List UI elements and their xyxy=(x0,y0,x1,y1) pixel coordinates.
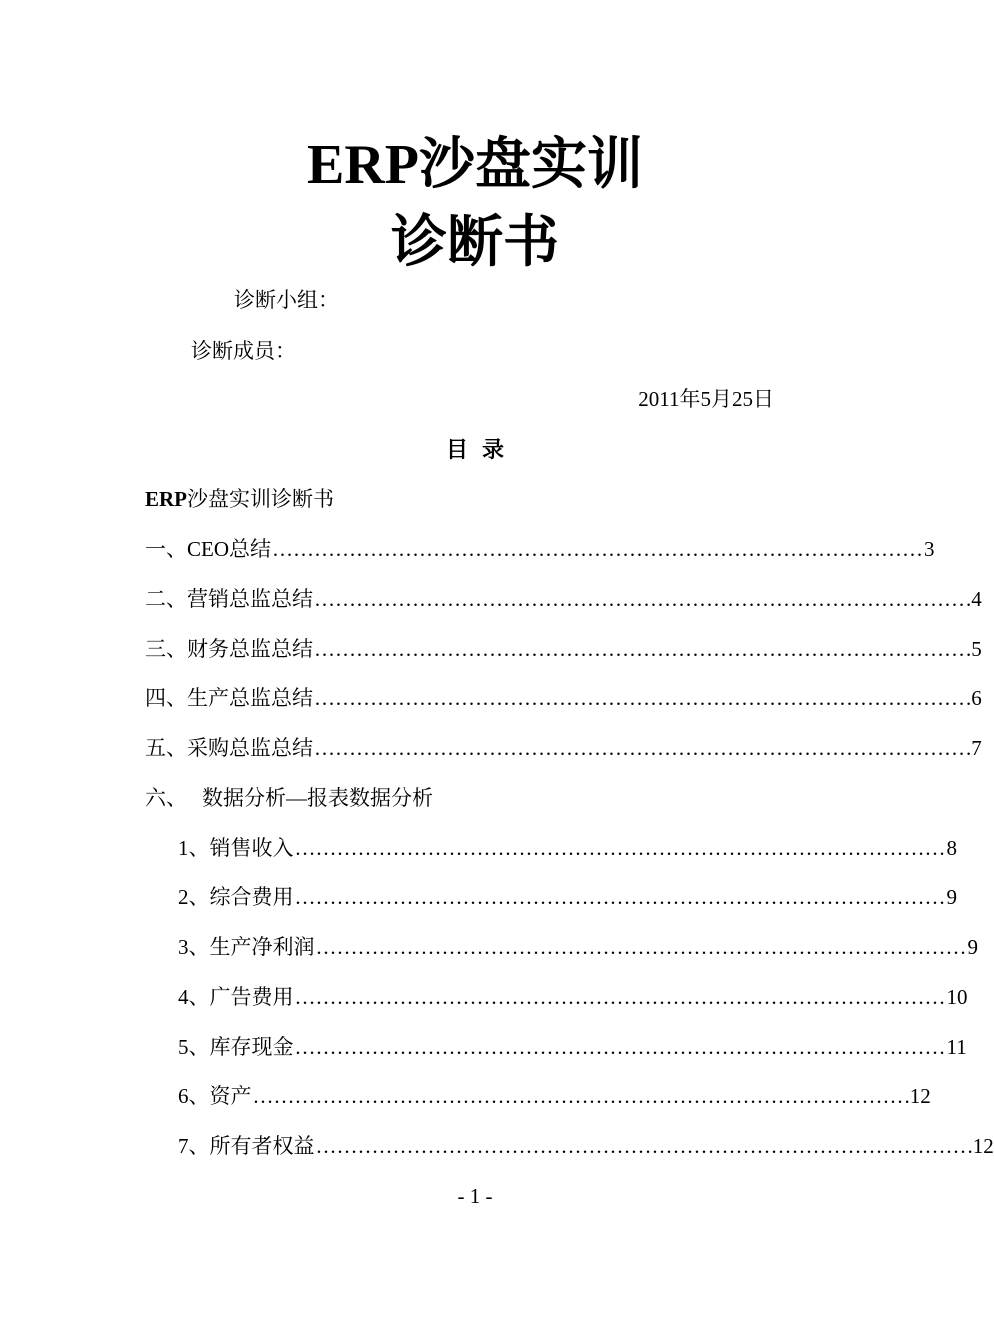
toc-entry[interactable] xyxy=(145,584,982,614)
toc-leader-dots: ………………………………………………………………………………… xyxy=(294,836,946,860)
toc-heading: 目录 xyxy=(445,437,518,462)
toc-subentry-page: 8 xyxy=(946,836,957,860)
toc-subentry-label: 综合费用 xyxy=(209,885,294,909)
toc-document-title-latin: ERP xyxy=(145,487,187,511)
toc-subentry-page: 11 xyxy=(946,1035,967,1059)
toc-entry-number: 六、 xyxy=(145,786,187,810)
toc-entry[interactable] xyxy=(145,634,982,664)
toc-leader-dots: ………………………………………………………………………………… xyxy=(314,637,965,661)
toc-subentry-number: 5、 xyxy=(178,1035,210,1059)
toc-subentry-number: 4、 xyxy=(178,985,210,1009)
toc-leader-dots: ………………………………………………………………………………… xyxy=(272,537,923,561)
toc-subentry-label: 广告费用 xyxy=(209,985,294,1009)
toc-entry-label: CEO总结 xyxy=(187,537,271,561)
toc-leader-dots: ………………………………………………………………………………… xyxy=(314,587,965,611)
toc-entry-label: 采购总监总结 xyxy=(187,736,313,760)
toc-subentry-number: 7、 xyxy=(178,1134,210,1158)
toc-subentry-page: 9 xyxy=(946,885,957,909)
toc-subentry[interactable] xyxy=(178,982,968,1012)
toc-entry[interactable] xyxy=(145,683,982,713)
toc-entry-page: .6 xyxy=(966,686,982,710)
toc-leader-dots: ………………………………………………………………………………… xyxy=(294,1035,946,1059)
toc-entry-number: 一、 xyxy=(145,537,187,561)
toc-entry-number: 四、 xyxy=(145,686,187,710)
toc-leader-dots: ………………………………………………………………………………… xyxy=(315,935,967,959)
toc-subentry[interactable] xyxy=(178,882,957,912)
toc-leader-dots: ………………………………………………………………………………… xyxy=(294,885,946,909)
toc-entry-page: .5 xyxy=(966,637,982,661)
toc-leader-dots: ………………………………………………………………………………… xyxy=(315,1134,967,1158)
toc-subentry-number: 1、 xyxy=(178,836,210,860)
document-title-line-1: ERP沙盘实训 xyxy=(307,134,643,196)
toc-subentry-number: 6、 xyxy=(178,1084,210,1108)
toc-subentry[interactable] xyxy=(178,1131,994,1161)
toc-subentry-number: 2、 xyxy=(178,885,210,909)
toc-entry-page: .7 xyxy=(966,736,982,760)
toc-leader-dots: ………………………………………………………………………………… xyxy=(252,1084,904,1108)
toc-subentry-label: 库存现金 xyxy=(209,1035,294,1059)
toc-document-title xyxy=(145,484,334,514)
toc-entry-label: 生产总监总结 xyxy=(187,686,313,710)
toc-entry-page: .4 xyxy=(966,587,982,611)
diagnosis-members-label: 诊断成员： xyxy=(191,339,296,363)
toc-subentry-number: 3、 xyxy=(178,935,210,959)
page-number: - 1 - xyxy=(457,1184,493,1208)
toc-entry-page: 3 xyxy=(924,537,935,561)
toc-subentry-label: 所有者权益 xyxy=(209,1134,315,1158)
toc-subentry[interactable] xyxy=(178,1081,931,1111)
toc-subentry-page: .12 xyxy=(967,1134,994,1158)
toc-subentry-label: 生产净利润 xyxy=(209,935,315,959)
toc-subentry-page: .12 xyxy=(904,1084,931,1108)
toc-leader-dots: ………………………………………………………………………………… xyxy=(294,985,946,1009)
toc-subentry[interactable] xyxy=(178,932,978,962)
toc-entry-number: 三、 xyxy=(145,637,187,661)
toc-entry-label: 营销总监总结 xyxy=(187,587,313,611)
toc-leader-dots: ………………………………………………………………………………… xyxy=(314,736,965,760)
toc-entry[interactable] xyxy=(145,733,982,763)
diagnosis-group-label: 诊断小组： xyxy=(234,288,339,312)
toc-subentry[interactable] xyxy=(178,833,957,863)
toc-leader-dots: ………………………………………………………………………………… xyxy=(314,686,965,710)
toc-document-title-rest: 沙盘实训诊断书 xyxy=(187,487,334,511)
toc-entry-number: 二、 xyxy=(145,587,187,611)
toc-entry-label: 财务总监总结 xyxy=(187,637,313,661)
toc-entry[interactable] xyxy=(145,534,935,564)
toc-entry[interactable] xyxy=(145,783,747,813)
toc-subentry-label: 销售收入 xyxy=(209,836,294,860)
toc-entry-label: 数据分析—报表数据分析 xyxy=(202,786,433,810)
toc-subentry-page: 9 xyxy=(967,935,978,959)
toc-entry-number: 五、 xyxy=(145,736,187,760)
toc-subentry[interactable] xyxy=(178,1032,967,1062)
toc-subentry-page: 10 xyxy=(946,985,968,1009)
toc-subentry-label: 资产 xyxy=(209,1084,252,1108)
document-title-line-2: 诊断书 xyxy=(391,212,559,274)
document-date: 2011年5月25日 xyxy=(638,387,774,411)
